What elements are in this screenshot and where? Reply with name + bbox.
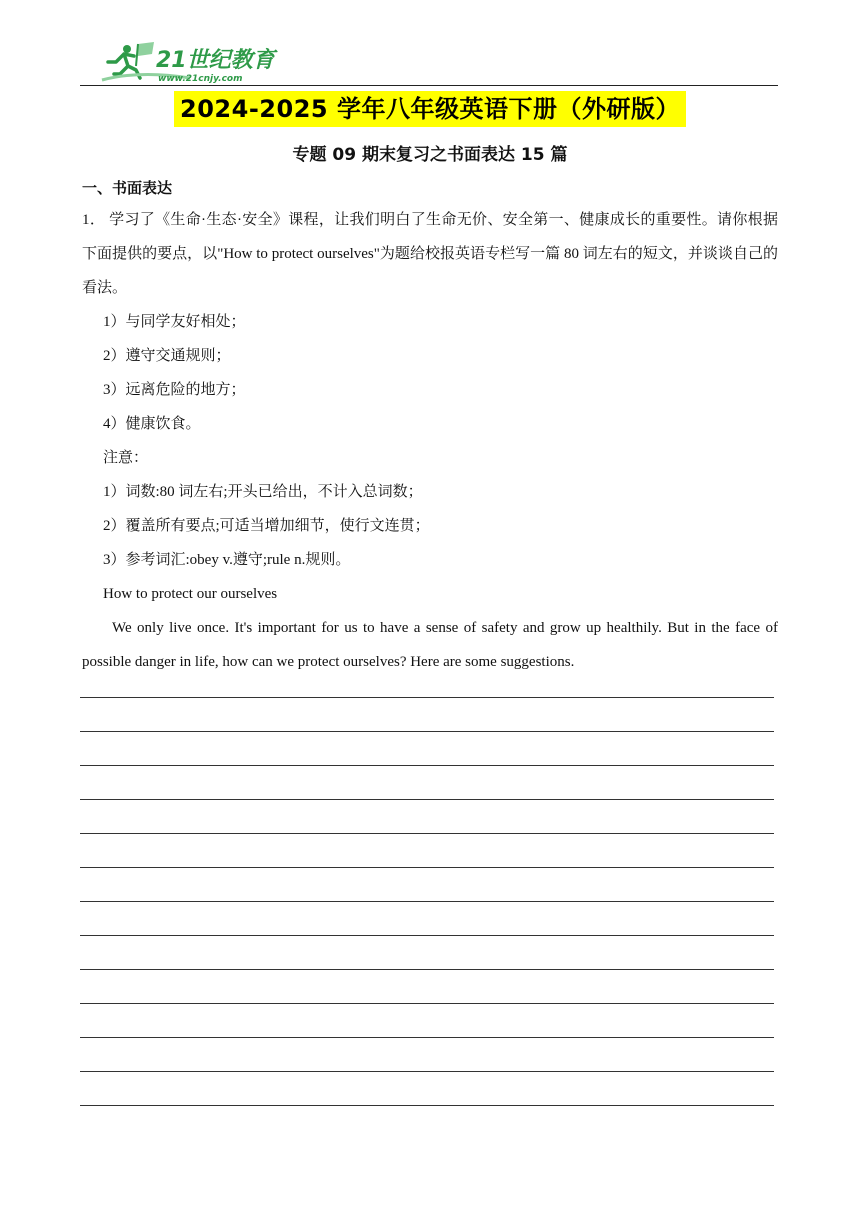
answer-line[interactable]	[80, 969, 774, 970]
logo	[100, 40, 280, 86]
answer-line[interactable]	[80, 1037, 774, 1038]
question-number: 1．	[82, 212, 106, 228]
answer-line[interactable]	[80, 1105, 774, 1106]
runner-logo-icon	[100, 40, 280, 86]
question-block	[82, 203, 778, 679]
note-item: 3）参考词汇:obey v.遵守;rule n.规则。	[103, 552, 351, 568]
page-subtitle: 专题 09 期末复习之书面表达 15 篇	[292, 145, 568, 165]
essay-title: How to protect our ourselves	[103, 586, 278, 602]
header-divider	[80, 85, 778, 86]
answer-line[interactable]	[80, 731, 774, 732]
answer-line[interactable]	[80, 935, 774, 936]
logo-text: 21世纪教育	[156, 48, 275, 73]
notes-label: 注意：	[103, 450, 149, 466]
answer-line[interactable]	[80, 867, 774, 868]
answer-line[interactable]	[80, 1071, 774, 1072]
answer-lines[interactable]	[80, 697, 774, 1139]
main-title-container	[0, 91, 860, 127]
question-prompt	[82, 203, 778, 305]
point-item: 4）健康饮食。	[103, 416, 201, 432]
note-item: 1）词数:80 词左右;开头已给出，不计入总词数；	[103, 484, 423, 500]
essay-opening: We only live once. It's important for us to have a sense of safety and grow up healthily. But in the face of possible danger in life, how can we protect ourselves? Here are some suggestions.	[82, 620, 778, 670]
note-item: 2）覆盖所有要点;可适当增加细节，使行文连贯；	[103, 518, 430, 534]
point-item: 1）与同学友好相处；	[103, 314, 246, 330]
answer-line[interactable]	[80, 697, 774, 698]
answer-line[interactable]	[80, 901, 774, 902]
point-item: 3）远离危险的地方；	[103, 382, 246, 398]
point-item: 2）遵守交通规则；	[103, 348, 231, 364]
page-title: 2024-2025 学年八年级英语下册（外研版）	[174, 91, 686, 127]
section-heading: 一、书面表达	[82, 179, 173, 197]
answer-line[interactable]	[80, 765, 774, 766]
question-prompt-text: 学习了《生命·生态·安全》课程，让我们明白了生命无价、安全第一、健康成长的重要性。请你根据下面提供的要点，以"How to protect ourselves"为题给校报英语专栏写一篇 80 词左右的短文，并谈谈自己的看法。	[82, 212, 778, 296]
answer-line[interactable]	[80, 799, 774, 800]
answer-line[interactable]	[80, 1003, 774, 1004]
logo-subtext: www.21cnjy.com	[158, 74, 243, 84]
answer-line[interactable]	[80, 833, 774, 834]
